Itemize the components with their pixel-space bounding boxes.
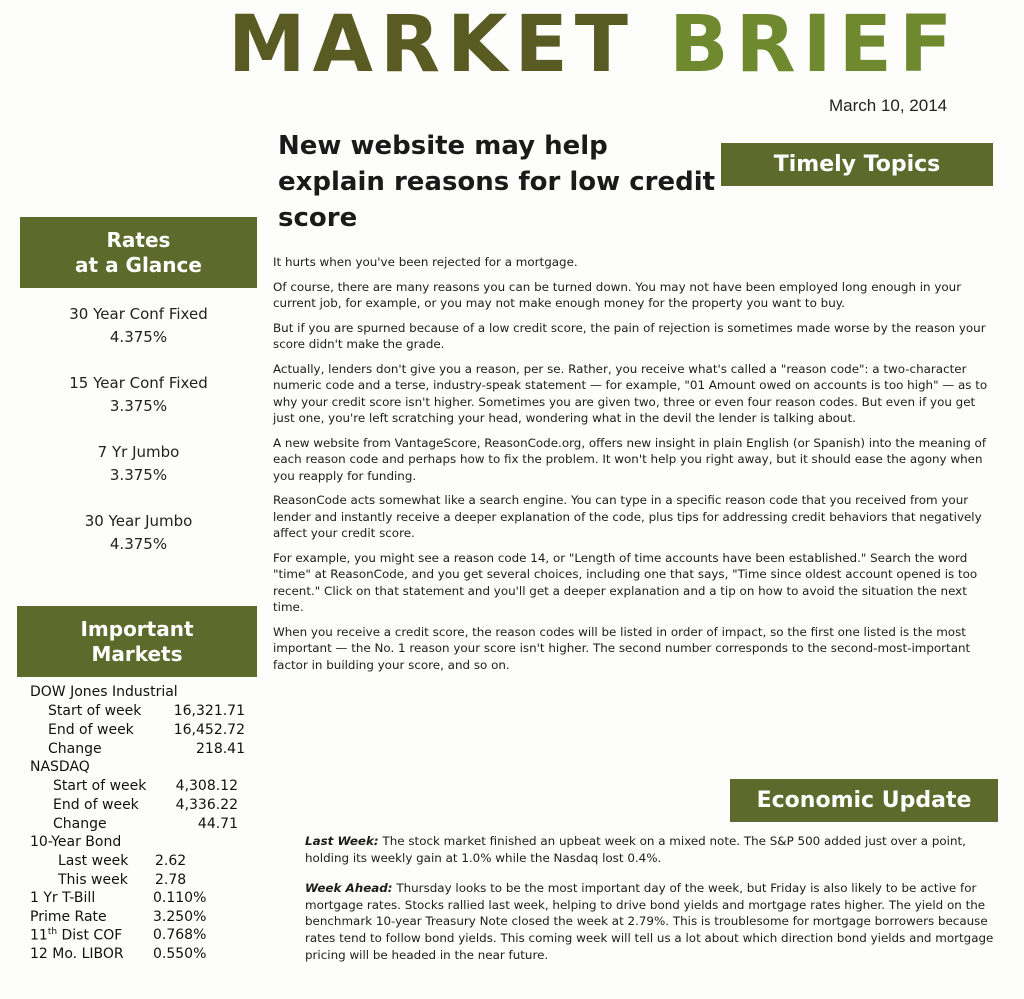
article-body (273, 254, 993, 681)
dow-start-label: Start of week (48, 703, 142, 719)
article-paragraph: But if you are spurned because of a low credit score, the pain of rejection is sometimes made worse by the reason your score didn't make the grade. (273, 320, 986, 351)
article-paragraph: ReasonCode acts somewhat like a search engine. You can type in a specific reason code that you received from your lender and instantly receive a deeper explanation of the code, plus tips for addressing credit behaviors that negatively affect your credit score. (273, 493, 982, 540)
rate-item (20, 303, 257, 349)
nasdaq-end-label: End of week (53, 797, 139, 813)
rates-heading-line1: Rates (106, 227, 171, 252)
dow-name: DOW Jones Industrial (30, 684, 178, 700)
rate-value: 4.375% (109, 328, 168, 346)
economic-update-body (305, 833, 995, 977)
tbill-value: 0.110% (153, 890, 207, 906)
rate-item (20, 510, 257, 556)
nasdaq-end-value: 4,336.22 (175, 797, 238, 813)
bond-this-value: 2.78 (155, 872, 187, 888)
week-ahead-paragraph (305, 880, 995, 963)
article-paragraph: For example, you might see a reason code 14, or "Length of time accounts have been established." Search the word "time" at ReasonCode, and you get several choices, including one that says, "Time since oldest account opened is too recent." Click on that statement and you'll get a deeper explanation and a tip on how to avoid the situation the next time. (273, 550, 978, 614)
title-word-market: MARKET (228, 0, 635, 90)
dow-change-value: 218.41 (196, 741, 245, 757)
rate-item (20, 441, 257, 487)
prime-label: Prime Rate (30, 909, 107, 925)
week-ahead-label: Week Ahead: (305, 881, 393, 896)
article-paragraph: When you receive a credit score, the reason codes will be listed in order of impact, so the first one listed is the most important — the No. 1 reason your score isn't higher. The second number corresponds to the second-most-important factor in building your score, and so on. (273, 624, 971, 672)
cof-label (30, 927, 122, 944)
nasdaq-name: NASDAQ (30, 759, 90, 775)
prime-value: 3.250% (153, 909, 207, 925)
dow-change-label: Change (48, 741, 102, 757)
article-paragraph: Of course, there are many reasons you can be turned down. You may not have been employed long enough in your current job, for example, or you may not make enough money for the property you want to buy. (273, 279, 962, 310)
markets-heading-line2: Markets (91, 641, 183, 666)
rate-label: 30 Year Jumbo (84, 512, 193, 530)
bond-last-value: 2.62 (155, 853, 187, 869)
rate-item (20, 372, 257, 418)
nasdaq-change-label: Change (53, 816, 107, 832)
rate-label: 15 Year Conf Fixed (69, 374, 208, 392)
bond-last-label: Last week (58, 853, 129, 869)
rate-label: 7 Yr Jumbo (97, 443, 180, 461)
markets-heading-line1: Important (80, 616, 194, 641)
last-week-label: Last Week: (305, 834, 379, 848)
timely-topics-heading: Timely Topics (721, 143, 993, 186)
issue-date: March 10, 2014 (829, 96, 948, 115)
last-week-paragraph (305, 833, 995, 866)
article-paragraph: It hurts when you've been rejected for a mortgage. (273, 255, 578, 269)
rate-label: 30 Year Conf Fixed (69, 305, 208, 323)
bond-this-label: This week (58, 872, 128, 888)
article-paragraph: A new website from VantageScore, ReasonCode.org, offers new insight in plain English (or Spanish) into the meaning of each reason code and perhaps how to fix the problem. It won't help you right away, but it should ease the agony when you reapply for funding. (273, 435, 987, 483)
rate-value: 3.375% (109, 397, 168, 415)
libor-value: 0.550% (153, 946, 207, 962)
rates-heading-box (20, 217, 257, 288)
rate-value: 4.375% (109, 535, 168, 553)
libor-label: 12 Mo. LIBOR (30, 946, 124, 962)
economic-update-heading: Economic Update (730, 779, 998, 822)
rate-value: 3.375% (109, 466, 168, 484)
last-week-text: The stock market finished an upbeat week on a mixed note. The S&P 500 added just over a point, holding its weekly gain at 1.0% while the Nasdaq lost 0.4%. (305, 834, 966, 865)
cof-label-prefix: 11 (30, 927, 48, 944)
cof-value: 0.768% (153, 927, 207, 943)
nasdaq-start-label: Start of week (53, 778, 147, 794)
article-headline: New website may help explain reasons for low credit score (278, 131, 716, 233)
cof-label-suffix: Dist COF (57, 927, 123, 944)
dow-end-value: 16,452.72 (173, 722, 245, 738)
bond-name: 10-Year Bond (30, 834, 122, 850)
tbill-label: 1 Yr T-Bill (30, 890, 96, 906)
week-ahead-text: Thursday looks to be the most important day of the week, but Friday is also likely to be active for mortgage rates. Stocks rallied last week, helping to drive bond yields and mortgage rates higher. The yield on the benchmark 10-year Treasury Note closed the week at 2.79%. This is troublesome for mortgage borrowers because rates tend to follow bond yields. This coming week will tell us a lot about which direction bond yields and mortgage pricing will be headed in the near future. (305, 881, 994, 962)
rates-heading-line2: at a Glance (75, 252, 202, 277)
title-word-brief: BRIEF (669, 0, 960, 90)
markets-heading-box (17, 606, 257, 677)
nasdaq-start-value: 4,308.12 (175, 778, 238, 794)
cof-label-sup: th (47, 927, 58, 937)
masthead-title (228, 0, 960, 90)
dow-start-value: 16,321.71 (173, 703, 245, 719)
article-paragraph: Actually, lenders don't give you a reason, per se. Rather, you receive what's called a "reason code": a two-character numeric code and a terse, industry-speak statement — for example, "01 Amount owed on accounts is too high" — as to why your credit score isn't higher. Sometimes you are given two, three or even four reason codes. But even if you get just one, you're left scratching your head, wondering what in the devil the lender is talking about. (273, 361, 988, 425)
nasdaq-change-value: 44.71 (197, 816, 238, 832)
dow-end-label: End of week (48, 722, 134, 738)
